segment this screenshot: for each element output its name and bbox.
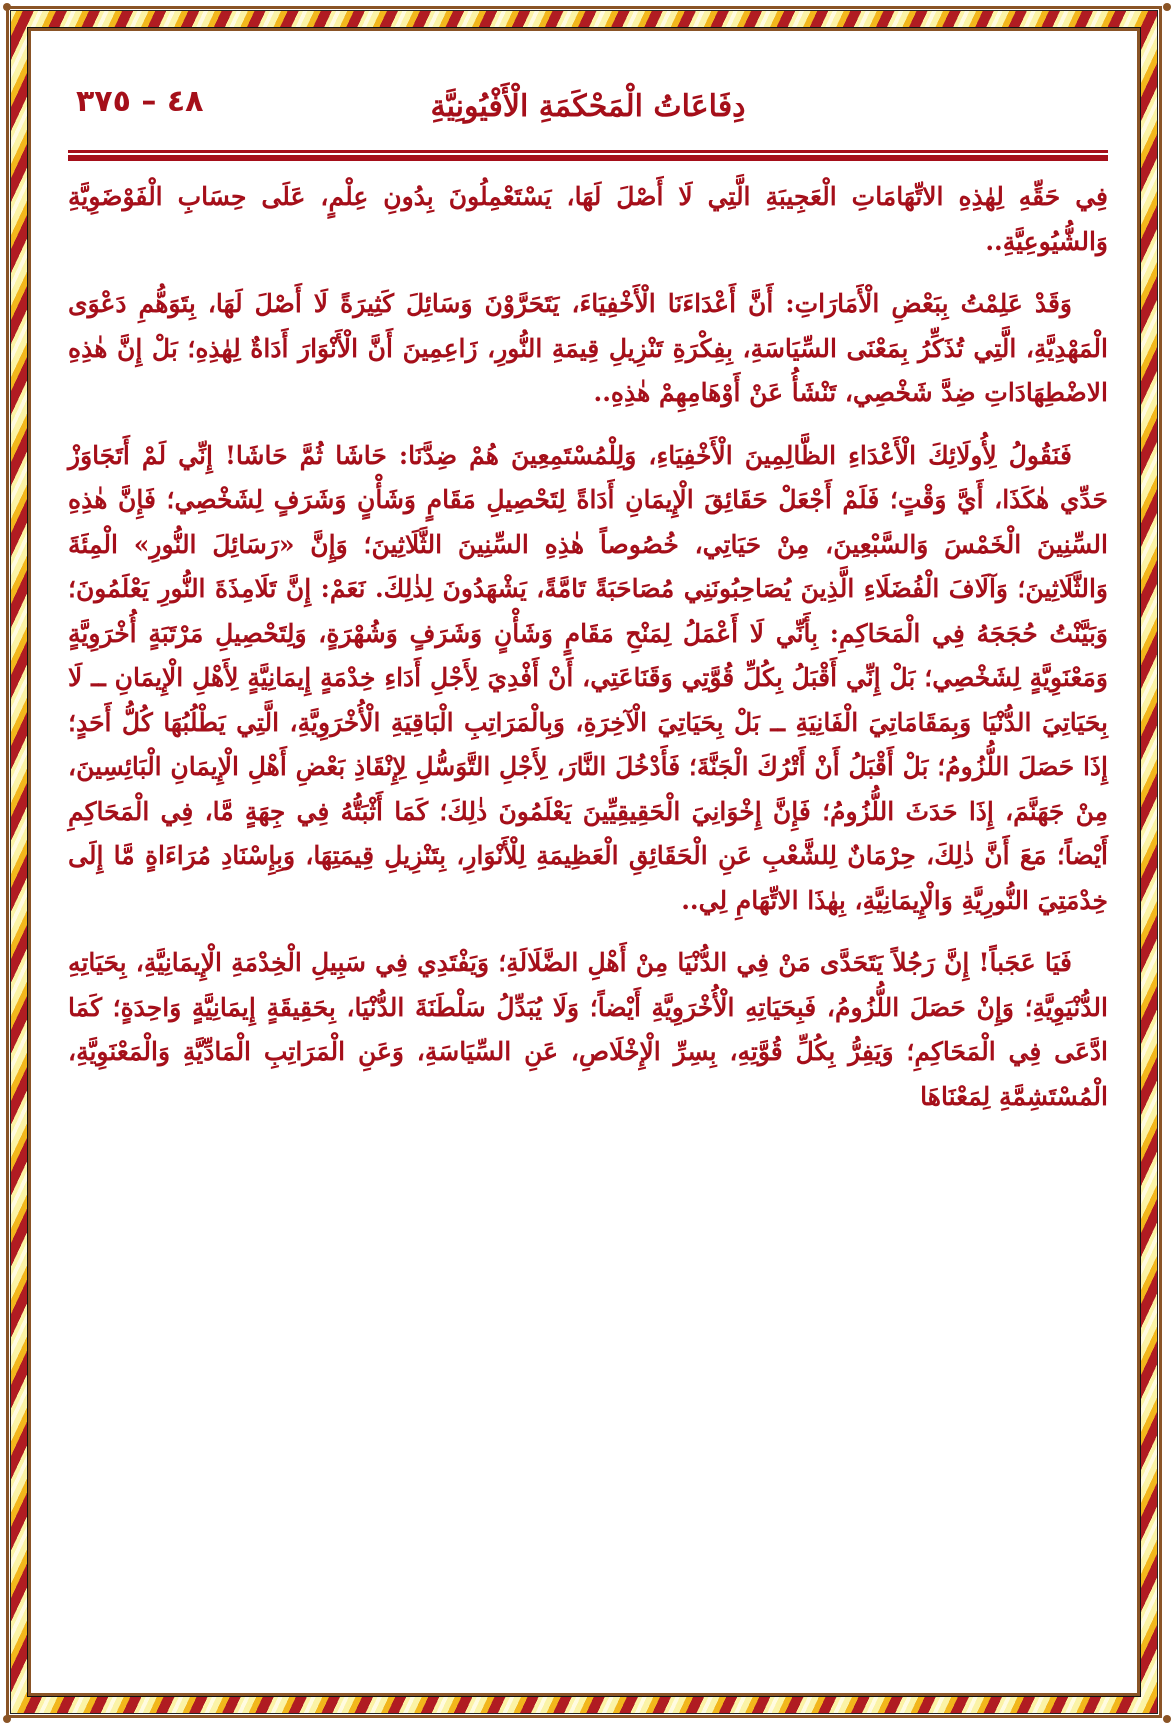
paragraph: فِي حَقِّهِ لِهٰذِهِ الاتِّهَامَاتِ الْعَجِيبَةِ الَّتِي لَا أَصْلَ لَهَا، يَسْتَعْمِلُونَ بِدُونِ عِلْمٍ، عَلَى حِسَابِ الْفَوْضَوِيَّةِ وَالشُّيُوعِيَّةِ.. xyxy=(68,182,1108,256)
paragraph: وَقَدْ عَلِمْتُ بِبَعْضِ الْأَمَارَاتِ: أَنَّ أَعْدَاءَنَا الْأَخْفِيَاءَ، يَتَحَرَّوْنَ وَسَائِلَ كَثِيرَةً لَا أَصْلَ لَهَا، بِتَوَهُّمِ دَعْوَى الْمَهْدِيَّةِ، الَّتِي تُذَكِّرُ بِمَعْنَى السِّيَاسَةِ، بِفِكْرَةِ تَنْزِيلِ قِيمَةِ النُّورِ، زَاعِمِينَ أَنَّ الْأَنْوَارَ أَدَاةٌ لِهٰذِهِ؛ بَلْ إِنَّ هٰذِهِ الاضْطِهَادَاتِ ضِدَّ شَخْصِي، تَنْشَأُ عَنْ أَوْهَامِهِمْ هٰذِهِ.. xyxy=(68,289,1108,407)
page-header xyxy=(68,70,1108,142)
page-content xyxy=(68,70,1108,1137)
corner-ornament-icon xyxy=(1163,3,1171,11)
header-divider-thick xyxy=(68,155,1108,161)
page-numbers: ٤٨ – ٣٧٥ xyxy=(76,84,204,119)
body-text xyxy=(68,175,1108,1119)
corner-ornament-icon xyxy=(3,3,11,11)
corner-ornament-icon xyxy=(1163,1715,1171,1723)
header-divider-thin xyxy=(68,150,1108,153)
page-title: دِفَاعَاتُ الْمَحْكَمَةِ الْأَفْيُونِيَّةِ xyxy=(430,88,746,124)
paragraph: فَيَا عَجَباً! إِنَّ رَجُلاً يَتَحَدَّى مَنْ فِي الدُّنْيَا مِنْ أَهْلِ الضَّلَالَةِ؛ وَيَفْتَدِي فِي سَبِيلِ الْخِدْمَةِ الْإِيمَانِيَّةِ، بِحَيَاتِهِ الدُّنْيَوِيَّةِ؛ وَإِنْ حَصَلَ اللُّزُومُ، فَبِحَيَاتِهِ الْأُخْرَوِيَّةِ أَيْضاً؛ وَلَا يُبَدِّلُ سَلْطَنَةَ الدُّنْيَا، بِحَقِيقَةٍ إِيمَانِيَّةٍ وَاحِدَةٍ؛ كَمَا ادَّعَى فِي الْمَحَاكِمِ؛ وَيَفِرُّ بِكُلِّ قُوَّتِهِ، بِسِرِّ الْإِخْلَاصِ، عَنِ السِّيَاسَةِ، وَعَنِ الْمَرَاتِبِ الْمَادِّيَّةِ وَالْمَعْنَوِيَّةِ، الْمُسْتَشِمَّةِ لِمَعْنَاهَا xyxy=(68,948,1108,1111)
corner-ornament-icon xyxy=(3,1715,11,1723)
paragraph: فَنَقُولُ لِأُولَائِكَ الْأَعْدَاءِ الظَّالِمِينَ الْأَخْفِيَاءِ، وَلِلْمُسْتَمِعِينَ هُمْ ضِدَّنَا: حَاشَا ثُمَّ حَاشَا! إِنِّي لَمْ أَتَجَاوَزْ حَدِّي هٰكَذَا، أَيَّ وَقْتٍ؛ فَلَمْ أَجْعَلْ حَقَائِقَ الْإِيمَانِ أَدَاةً لِتَحْصِيلِ مَقَامٍ وَشَأْنٍ وَشَرَفٍ لِشَخْصِي؛ فَإِنَّ هٰذِهِ السِّنِينَ الْخَمْسَ وَالسَّبْعِينَ، مِنْ حَيَاتِي، خُصُوصاً هٰذِهِ السِّنِينَ الثَّلَاثِينَ؛ وَإِنَّ «رَسَائِلَ النُّورِ» الْمِئَةَ وَالثَّلَاثِينَ؛ وَآلَافَ الْفُضَلَاءِ الَّذِينَ يُصَاحِبُونَنِي مُصَاحَبَةً تَامَّةً، يَشْهَدُونَ لِذٰلِكَ. نَعَمْ: إِنَّ تَلَامِذَةَ النُّورِ يَعْلَمُونَ؛ وَبَيَّنْتُ حُجَجَهُ فِي الْمَحَاكِمِ: بِأَنِّي لَا أَعْمَلُ لِمَنْحِ مَقَامٍ وَشَأْنٍ وَشَرَفٍ وَشُهْرَةٍ، وَلِتَحْصِيلِ مَرْتَبَةٍ أُخْرَوِيَّةٍ وَمَعْنَوِيَّةٍ لِشَخْصِي؛ بَلْ إِنِّي أَقْبَلُ بِكُلِّ قُوَّتِي وَقَنَاعَتِي، أَنْ أَفْدِيَ لِأَجْلِ أَدَاءِ خِدْمَةٍ إِيمَانِيَّةٍ لِأَهْلِ الْإِيمَانِ ــ لَا بِحَيَاتِيَ الدُّنْيَا وَبِمَقَامَاتِيَ الْفَانِيَةِ ــ بَلْ بِحَيَاتِيَ الْآخِرَةِ، وَبِالْمَرَاتِبِ الْبَاقِيَةِ الْأُخْرَوِيَّةِ، الَّتِي يَطْلُبُهَا كُلُّ أَحَدٍ؛ إِذَا حَصَلَ اللُّزُومُ؛ بَلْ أَقْبَلُ أَنْ أَتْرُكَ الْجَنَّةَ؛ فَأَدْخُلَ النَّارَ، لِأَجْلِ التَّوَسُّلِ لِإِنْقَاذِ بَعْضِ أَهْلِ الْإِيمَانِ الْبَائِسِينَ، مِنْ جَهَنَّمَ، إِذَا حَدَثَ اللُّزُومُ؛ فَإِنَّ إِخْوَانِيَ الْحَقِيقِيِّينَ يَعْلَمُونَ ذٰلِكَ؛ كَمَا أَثْبَتُّهُ فِي جِهَةٍ مَّا، فِي الْمَحَاكِمِ أَيْضاً؛ مَعَ أَنَّ ذٰلِكَ، حِرْمَانٌ لِلشَّعْبِ عَنِ الْحَقَائِقِ الْعَظِيمَةِ لِلْأَنْوَارِ، بِتَنْزِيلِ قِيمَتِهَا، وَبِإِسْنَادِ مُرَاءَاةٍ مَّا إِلَى خِدْمَتِيَ النُّورِيَّةِ وَالْإِيمَانِيَّةِ، بِهٰذَا الاتِّهَامِ لِي.. xyxy=(68,440,1108,915)
